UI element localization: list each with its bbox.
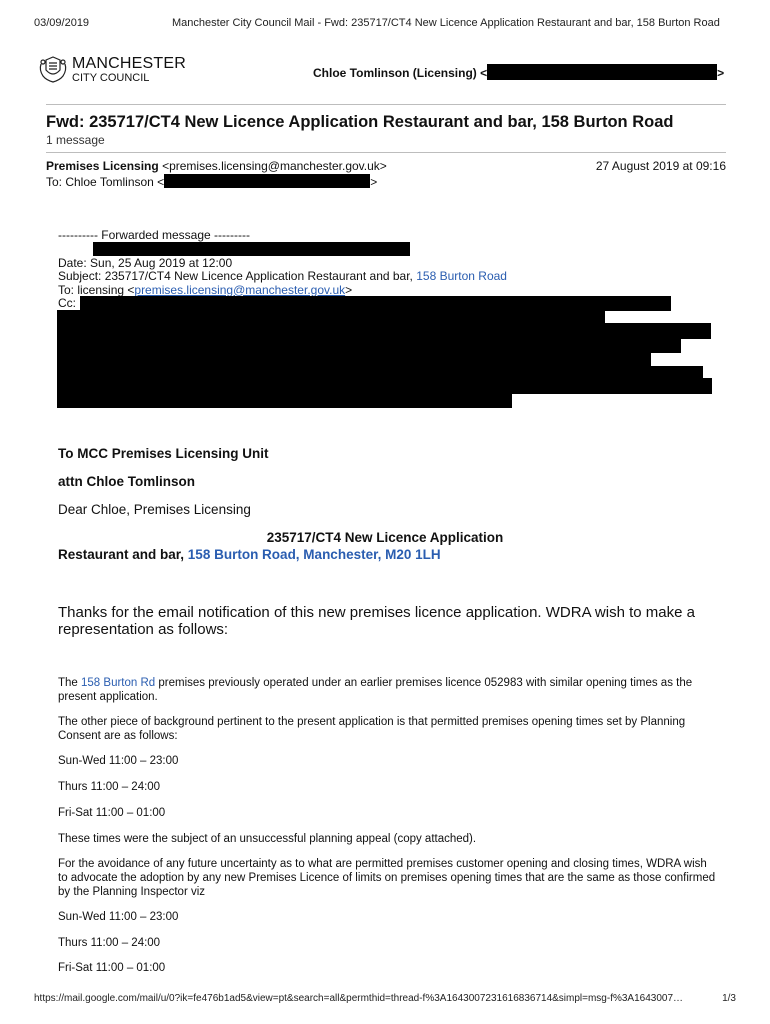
header-divider bbox=[46, 104, 726, 105]
forwarded-to-link[interactable]: premises.licensing@manchester.gov.uk bbox=[134, 282, 346, 297]
sender-email: <premises.licensing@manchester.gov.uk> bbox=[162, 159, 387, 173]
redacted-cc-3 bbox=[57, 323, 711, 339]
forwarded-cc: Cc: bbox=[58, 296, 76, 310]
forwarded-to-suffix: > bbox=[345, 282, 353, 297]
account-name: Chloe Tomlinson (Licensing) < bbox=[313, 66, 488, 80]
print-title: Manchester City Council Mail - Fwd: 235717/CT4 New Licence Application Restaurant and bar, 158 Burton Road bbox=[172, 17, 720, 29]
to-suffix: > bbox=[370, 175, 378, 189]
redacted-cc-7 bbox=[57, 378, 712, 394]
redacted-from bbox=[93, 242, 410, 256]
forwarded-marker: ---------- Forwarded message --------- bbox=[58, 228, 250, 242]
times1-frisat: Fri-Sat 11:00 – 01:00 bbox=[58, 807, 166, 819]
forwarded-to bbox=[58, 284, 507, 298]
print-date: 03/09/2019 bbox=[34, 17, 90, 29]
times2-sunwed: Sun-Wed 11:00 – 23:00 bbox=[58, 911, 179, 923]
email-subject: Fwd: 235717/CT4 New Licence Application Restaurant and bar, 158 Burton Road bbox=[46, 113, 674, 131]
times1-thurs: Thurs 11:00 – 24:00 bbox=[58, 781, 161, 793]
account-label bbox=[313, 64, 724, 80]
redacted-cc-1 bbox=[80, 296, 671, 311]
forwarded-subject-link[interactable]: 158 Burton Road bbox=[416, 269, 507, 283]
body-paragraph-1 bbox=[58, 676, 718, 704]
to-line bbox=[46, 174, 377, 189]
print-footer-url: https://mail.google.com/mail/u/0?ik=fe476b1ad5&view=pt&search=all&permthid=thread-f%3A1643007231616836714&simpl=msg-f%3A1643007… bbox=[34, 993, 684, 1004]
p1-prefix: The bbox=[58, 677, 82, 689]
redacted-cc-4 bbox=[57, 338, 681, 353]
message-count: 1 message bbox=[46, 133, 105, 147]
body-intro: Thanks for the email notification of this new premises licence application. WDRA wish to make a representation as follows: bbox=[58, 604, 695, 638]
venue-prefix: Restaurant and bar, bbox=[58, 547, 188, 562]
venue-link[interactable]: 158 Burton Road, Manchester, M20 1LH bbox=[187, 547, 441, 562]
body-venue-line bbox=[58, 547, 441, 562]
body-paragraph-3: These times were the subject of an unsuccessful planning appeal (copy attached). bbox=[58, 833, 477, 845]
logo-text bbox=[72, 56, 186, 84]
redacted-cc-2 bbox=[57, 310, 605, 324]
account-email-redacted bbox=[487, 64, 717, 80]
manchester-logo[interactable] bbox=[38, 56, 186, 84]
body-heading-attn: attn Chloe Tomlinson bbox=[58, 474, 195, 489]
sender-name: Premises Licensing bbox=[46, 159, 159, 173]
times2-thurs: Thurs 11:00 – 24:00 bbox=[58, 937, 161, 949]
forwarded-subject bbox=[58, 270, 507, 284]
forwarded-date: Date: Sun, 25 Aug 2019 at 12:00 bbox=[58, 255, 233, 270]
forwarded-to-prefix: To: licensing < bbox=[58, 282, 135, 297]
council-crest-icon bbox=[38, 56, 68, 84]
body-ref-line: 235717/CT4 New Licence Application bbox=[266, 530, 504, 545]
subject-divider bbox=[46, 152, 726, 153]
times1-sunwed: Sun-Wed 11:00 – 23:00 bbox=[58, 755, 179, 767]
to-email-redacted bbox=[164, 174, 370, 188]
body-paragraph-2: The other piece of background pertinent to the present application is that permitted premises opening times set by Planning Consent are as follows: bbox=[58, 716, 686, 742]
body-heading-unit: To MCC Premises Licensing Unit bbox=[58, 446, 269, 461]
logo-line1: MANCHESTER bbox=[72, 55, 187, 72]
redacted-cc-5 bbox=[57, 352, 651, 367]
email-date: 27 August 2019 at 09:16 bbox=[595, 159, 726, 173]
sender-line bbox=[46, 159, 387, 173]
redacted-cc-8 bbox=[57, 393, 512, 408]
p1-rest: premises previously operated under an earlier premises licence 052983 with similar opening times as the present application. bbox=[58, 677, 693, 703]
to-prefix: To: Chloe Tomlinson < bbox=[46, 175, 165, 189]
p1-link[interactable]: 158 Burton Rd bbox=[81, 677, 156, 689]
print-footer-page: 1/3 bbox=[722, 993, 736, 1004]
body-paragraph-4: For the avoidance of any future uncertainty as to what are permitted premises customer opening and closing times, WDRA wish to advocate the adoption by any new Premises Licence of limits on premises opening times that are the same as those confirmed by the Planning Inspector viz bbox=[58, 858, 716, 898]
times2-frisat: Fri-Sat 11:00 – 01:00 bbox=[58, 962, 166, 974]
account-close: > bbox=[717, 66, 725, 80]
logo-line2: CITY COUNCIL bbox=[72, 72, 150, 84]
body-greeting: Dear Chloe, Premises Licensing bbox=[58, 502, 251, 517]
forwarded-subject-prefix: Subject: 235717/CT4 New Licence Application Restaurant and bar, bbox=[58, 269, 417, 283]
